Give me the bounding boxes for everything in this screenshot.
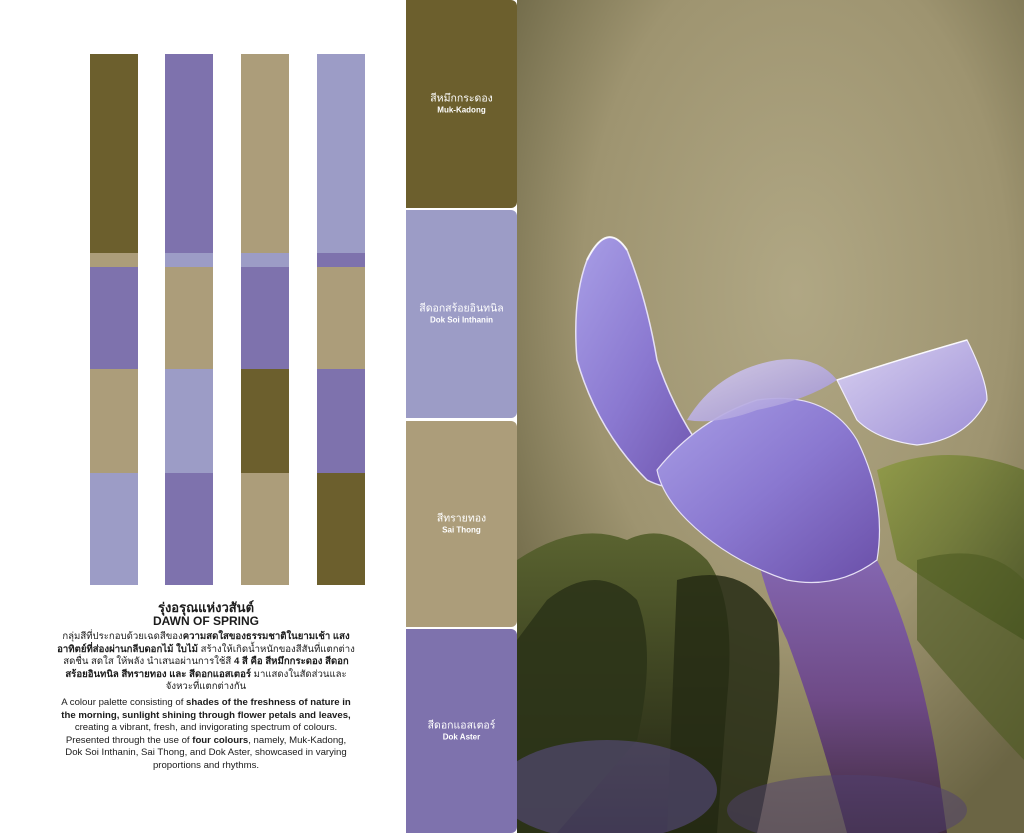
palette-segment xyxy=(165,54,213,253)
palette-description-thai xyxy=(56,631,356,694)
palette-segment xyxy=(165,473,213,585)
description-run: สร้างให้เกิดน้ำหนักของสีสันที่แตกต่าง สดชื่น สดใส ให้พลัง นำเสนอผ่านการใช้สี xyxy=(63,643,355,668)
swatch-muk-kadong xyxy=(406,0,517,208)
swatch-name-thai: สีดอกแอสเตอร์ xyxy=(427,719,496,732)
palette-segment xyxy=(165,253,213,267)
description-run: มาแสดงในสัดส่วนและจังหวะที่แตกต่างกัน xyxy=(165,668,347,693)
description-run: ความสดใสของธรรมชาติในยามเช้า แสงอาทิตย์ที่ส่องผ่านกลีบดอกไม้ ใบไม้ xyxy=(57,631,350,655)
flower-photo xyxy=(517,0,1024,833)
swatch-name-english: Dok Aster xyxy=(442,732,481,742)
palette-title-thai: รุ่งอรุณแห่งวสันต์ xyxy=(157,600,255,615)
palette-segment xyxy=(241,54,289,253)
palette-segment xyxy=(317,54,365,253)
swatch-name-english: Muk-Kadong xyxy=(437,105,486,115)
palette-segment xyxy=(317,473,365,585)
palette-segment xyxy=(241,369,289,473)
palette-caption xyxy=(56,601,356,773)
description-run: creating a vibrant, fresh, and invigorating spectrum of colours. Presented through the use of xyxy=(65,722,338,746)
description-run: shades of the freshness of nature in the morning, sunlight shining through flower petals and leaves, xyxy=(61,696,351,721)
palette-segment xyxy=(241,473,289,585)
flower-illustration xyxy=(517,0,1024,833)
swatch-name-thai: สีดอกสร้อยอินทนิล xyxy=(419,302,504,315)
palette-segment xyxy=(241,253,289,267)
palette-stripes xyxy=(0,0,406,600)
palette-segment xyxy=(241,267,289,369)
swatch-name-english: Dok Soi Inthanin xyxy=(429,315,494,325)
palette-segment xyxy=(317,253,365,267)
palette-segment xyxy=(90,54,138,253)
swatch-name-thai: สีหมึกกระดอง xyxy=(430,92,493,105)
swatch-dok-aster xyxy=(406,629,517,833)
palette-segment xyxy=(90,369,138,473)
palette-segment xyxy=(165,267,213,369)
palette-panel xyxy=(0,0,406,833)
description-run: , namely, Muk-Kadong, Dok Soi Inthanin, Sai Thong, and Dok Aster, showcased in varying proportions and rhythms. xyxy=(65,734,347,771)
palette-stripe-4 xyxy=(317,54,365,585)
swatch-sai-thong xyxy=(406,421,517,627)
swatch-name-thai: สีทรายทอง xyxy=(436,512,487,525)
swatch-column xyxy=(406,0,517,833)
description-run: 4 สี คือ สีหมึกกระดอง สีดอกสร้อยอินทนิล สีทรายทอง และ สีดอกแอสเตอร์ xyxy=(65,656,349,680)
palette-stripe-1 xyxy=(90,54,138,585)
palette-segment xyxy=(90,253,138,267)
palette-stripe-3 xyxy=(241,54,289,585)
palette-segment xyxy=(317,267,365,369)
palette-description-english xyxy=(56,697,356,773)
swatch-dok-soi-inthanin xyxy=(406,210,517,418)
description-run: four colours xyxy=(192,734,249,746)
description-run: A colour palette consisting of xyxy=(61,696,187,708)
palette-segment xyxy=(90,473,138,585)
description-run: กลุ่มสีที่ประกอบด้วยเฉดสีของ xyxy=(62,631,183,642)
palette-title-english: DAWN OF SPRING xyxy=(152,614,259,628)
swatch-name-english: Sai Thong xyxy=(442,525,481,535)
palette-stripe-2 xyxy=(165,54,213,585)
palette-segment xyxy=(165,369,213,473)
palette-segment xyxy=(90,267,138,369)
palette-segment xyxy=(317,369,365,473)
